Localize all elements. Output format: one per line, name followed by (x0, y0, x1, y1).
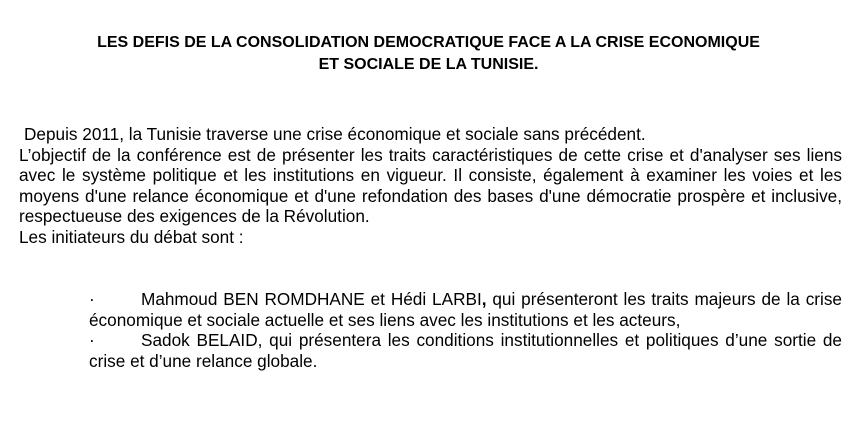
body-text (19, 124, 842, 248)
initiators-list (89, 289, 842, 371)
bullet-symbol: · (89, 289, 95, 309)
initiator-description: qui présenteront les traits majeurs de la crise économique et sociale actuelle et ses liens avec les institutions et les acteurs, (89, 289, 842, 330)
list-item (89, 289, 842, 330)
initiator-description: qui présentera les conditions institutionnelles et politiques d’une sortie de crise et d’une relance globale. (89, 330, 842, 371)
initiator-names: Sadok BELAID (141, 330, 258, 351)
title-line-1: LES DEFIS DE LA CONSOLIDATION DEMOCRATIQUE FACE A LA CRISE ECONOMIQUE (97, 34, 760, 51)
intro-paragraph: Depuis 2011, la Tunisie traverse une crise économique et sociale sans précédent. (24, 124, 646, 144)
objective-paragraph: L’objectif de la conférence est de présenter les traits caractéristiques de cette crise et d'analyser ses liens avec le système politique et les institutions en vigueur. Il consiste, également à examiner les voies et les moyens d'une relance économique et d'une refondation des bases d'une démocratie prospère et inclusive, respectueuse des exigences de la Révolution. (19, 144, 842, 227)
document-title (0, 32, 857, 76)
title-line-2: ET SOCIALE DE LA TUNISIE. (318, 56, 539, 73)
list-item (89, 330, 842, 371)
bullet-symbol: · (89, 330, 95, 351)
initiators-label: Les initiateurs du débat sont : (19, 226, 244, 247)
name-separator: , (481, 289, 487, 309)
name-separator: , (257, 330, 263, 351)
initiator-names: Mahmoud BEN ROMDHANE et Hédi LARBI (141, 289, 482, 309)
